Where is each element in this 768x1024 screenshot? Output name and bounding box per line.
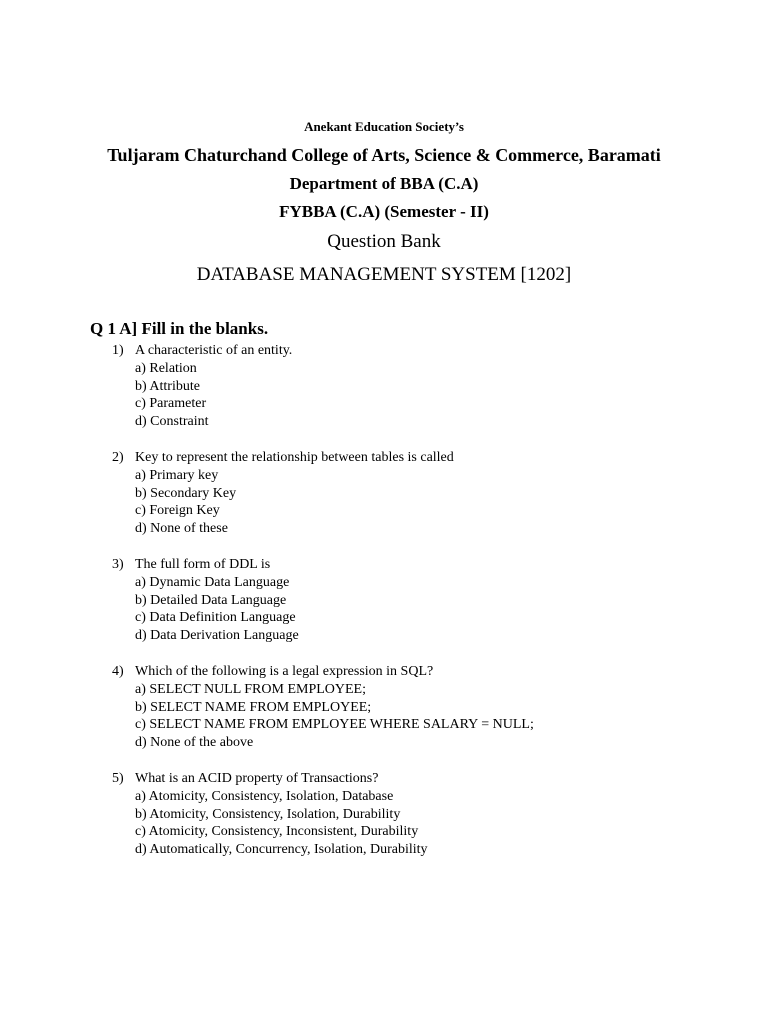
option: a) Primary key [135,467,219,483]
question-number: 5) [112,770,124,786]
question-text: Key to represent the relationship between tables is called [135,449,454,465]
option: b) Attribute [135,378,200,394]
question-text: Which of the following is a legal expression in SQL? [135,663,434,679]
option: c) Parameter [135,396,207,412]
question-item [0,449,768,538]
option: c) Data Definition Language [135,610,296,626]
document-type: Question Bank [327,231,441,252]
question-text: What is an ACID property of Transactions? [135,770,379,786]
section-title: Q 1 A] Fill in the blanks. [90,319,269,338]
department-name: Department of BBA (C.A) [289,174,479,193]
option: d) None of these [135,521,228,537]
question-text: The full form of DDL is [135,556,271,572]
option: c) Foreign Key [135,503,220,519]
question-item [0,556,768,645]
option: d) None of the above [135,735,254,751]
option: a) Dynamic Data Language [135,574,290,590]
option: d) Automatically, Concurrency, Isolation, Durability [135,842,428,858]
question-number: 4) [112,663,124,679]
course-name: FYBBA (C.A) (Semester - II) [279,202,489,221]
question-text: A characteristic of an entity. [135,343,293,358]
option: a) Atomicity, Consistency, Isolation, Database [135,788,394,804]
question-item [0,342,768,431]
option: a) Relation [135,360,197,376]
option: b) Secondary Key [135,485,237,501]
college-name: Tuljaram Chaturchand College of Arts, Science & Commerce, Baramati [107,145,661,165]
option: c) SELECT NAME FROM EMPLOYEE WHERE SALARY = NULL; [135,717,534,733]
option: b) SELECT NAME FROM EMPLOYEE; [135,699,372,715]
option: b) Atomicity, Consistency, Isolation, Durability [135,806,401,822]
question-number: 2) [112,449,124,465]
question-item [0,770,768,859]
option: a) SELECT NULL FROM EMPLOYEE; [135,681,366,697]
question-number: 1) [112,343,124,358]
society-name: Anekant Education Society’s [304,119,464,134]
subject-title: DATABASE MANAGEMENT SYSTEM [1202] [196,264,572,285]
question-list [0,342,768,877]
option: d) Data Derivation Language [135,628,299,644]
option: b) Detailed Data Language [135,592,287,608]
option: d) Constraint [135,414,209,430]
question-item [0,663,768,752]
question-number: 3) [112,556,124,572]
option: c) Atomicity, Consistency, Inconsistent, Durability [135,824,419,840]
